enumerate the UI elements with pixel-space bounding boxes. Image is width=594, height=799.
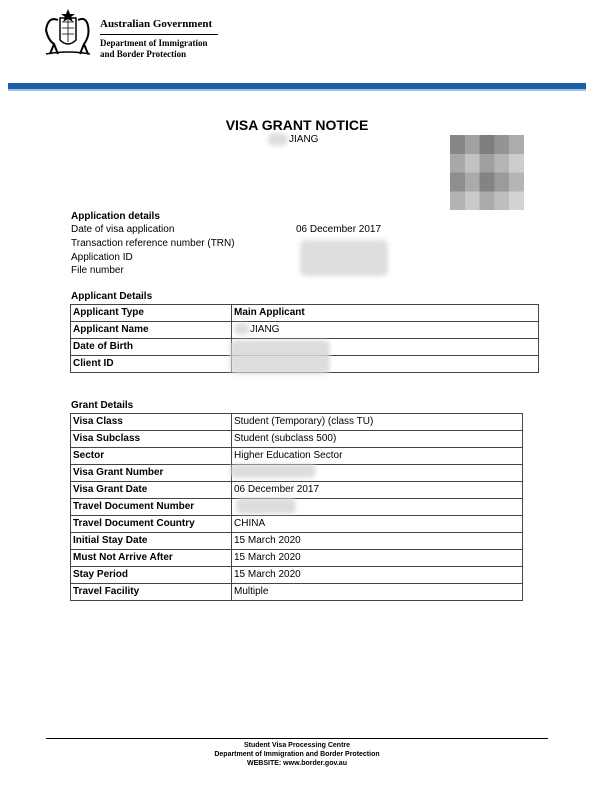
redacted-travel-document-number xyxy=(236,498,296,514)
table-row xyxy=(71,499,523,516)
trn-label: Transaction reference number (TRN) xyxy=(71,238,235,249)
table-row xyxy=(71,567,523,584)
applicant-name-heading: JIANG xyxy=(289,134,319,145)
date-of-application-value: 06 December 2017 xyxy=(296,224,382,235)
footer-website: WEBSITE: www.border.gov.au xyxy=(247,760,347,767)
department-line-1: Department of Immigration xyxy=(100,38,208,48)
footer-centre-name: Student Visa Processing Centre xyxy=(243,742,351,749)
date-of-application-label: Date of visa application xyxy=(71,224,175,235)
applicant-name-value: JIANG xyxy=(232,322,539,339)
stay-period-value: 15 March 2020 xyxy=(232,567,523,584)
footer-department: Department of Immigration and Border Protection xyxy=(214,751,380,758)
table-row xyxy=(71,482,523,499)
department-line-2: and Border Protection xyxy=(100,49,187,59)
government-name: Australian Government xyxy=(100,18,213,30)
applicant-photo-pixelated xyxy=(450,135,524,210)
header-rule xyxy=(100,34,218,35)
table-row xyxy=(71,448,523,465)
visa-grant-number-label: Visa Grant Number xyxy=(71,465,232,482)
table-row xyxy=(71,533,523,550)
initial-stay-date-label: Initial Stay Date xyxy=(71,533,232,550)
applicant-name-label: Applicant Name xyxy=(71,322,232,339)
table-row xyxy=(71,431,523,448)
redacted-name-part xyxy=(234,323,250,335)
travel-document-country-label: Travel Document Country xyxy=(71,516,232,533)
visa-subclass-value: Student (subclass 500) xyxy=(232,431,523,448)
redacted-application-values xyxy=(300,240,388,276)
file-number-label: File number xyxy=(71,265,124,276)
applicant-details-heading: Applicant Details xyxy=(71,291,153,302)
table-row xyxy=(71,584,523,601)
grant-details-heading: Grant Details xyxy=(71,400,134,411)
travel-facility-label: Travel Facility xyxy=(71,584,232,601)
coat-of-arms-icon xyxy=(40,6,96,60)
must-not-arrive-after-label: Must Not Arrive After xyxy=(71,550,232,567)
table-row xyxy=(71,322,539,339)
initial-stay-date-value: 15 March 2020 xyxy=(232,533,523,550)
department-name xyxy=(100,38,207,60)
visa-grant-date-label: Visa Grant Date xyxy=(71,482,232,499)
visa-class-value: Student (Temporary) (class TU) xyxy=(232,414,523,431)
visa-subclass-label: Visa Subclass xyxy=(71,431,232,448)
stay-period-label: Stay Period xyxy=(71,567,232,584)
must-not-arrive-after-value: 15 March 2020 xyxy=(232,550,523,567)
sector-value: Higher Education Sector xyxy=(232,448,523,465)
table-row xyxy=(71,516,523,533)
header-band-highlight xyxy=(8,89,586,91)
grant-details-table xyxy=(70,413,523,601)
application-details-heading: Application details xyxy=(71,211,160,222)
footer-rule xyxy=(46,738,548,739)
travel-facility-value: Multiple xyxy=(232,584,523,601)
redacted-grant-number xyxy=(230,464,316,478)
applicant-type-label: Applicant Type xyxy=(71,305,232,322)
visa-class-label: Visa Class xyxy=(71,414,232,431)
redacted-dob-clientid xyxy=(230,340,330,374)
table-row xyxy=(71,305,539,322)
travel-document-number-label: Travel Document Number xyxy=(71,499,232,516)
travel-document-country-value: CHINA xyxy=(232,516,523,533)
applicant-type-value: Main Applicant xyxy=(232,305,539,322)
sector-label: Sector xyxy=(71,448,232,465)
table-row xyxy=(71,550,523,567)
application-id-label: Application ID xyxy=(71,252,133,263)
redacted-name-part xyxy=(268,133,288,146)
table-row xyxy=(71,414,523,431)
page-title: VISA GRANT NOTICE xyxy=(225,117,369,133)
visa-grant-date-value: 06 December 2017 xyxy=(232,482,523,499)
date-of-birth-label: Date of Birth xyxy=(71,339,232,356)
client-id-label: Client ID xyxy=(71,356,232,373)
